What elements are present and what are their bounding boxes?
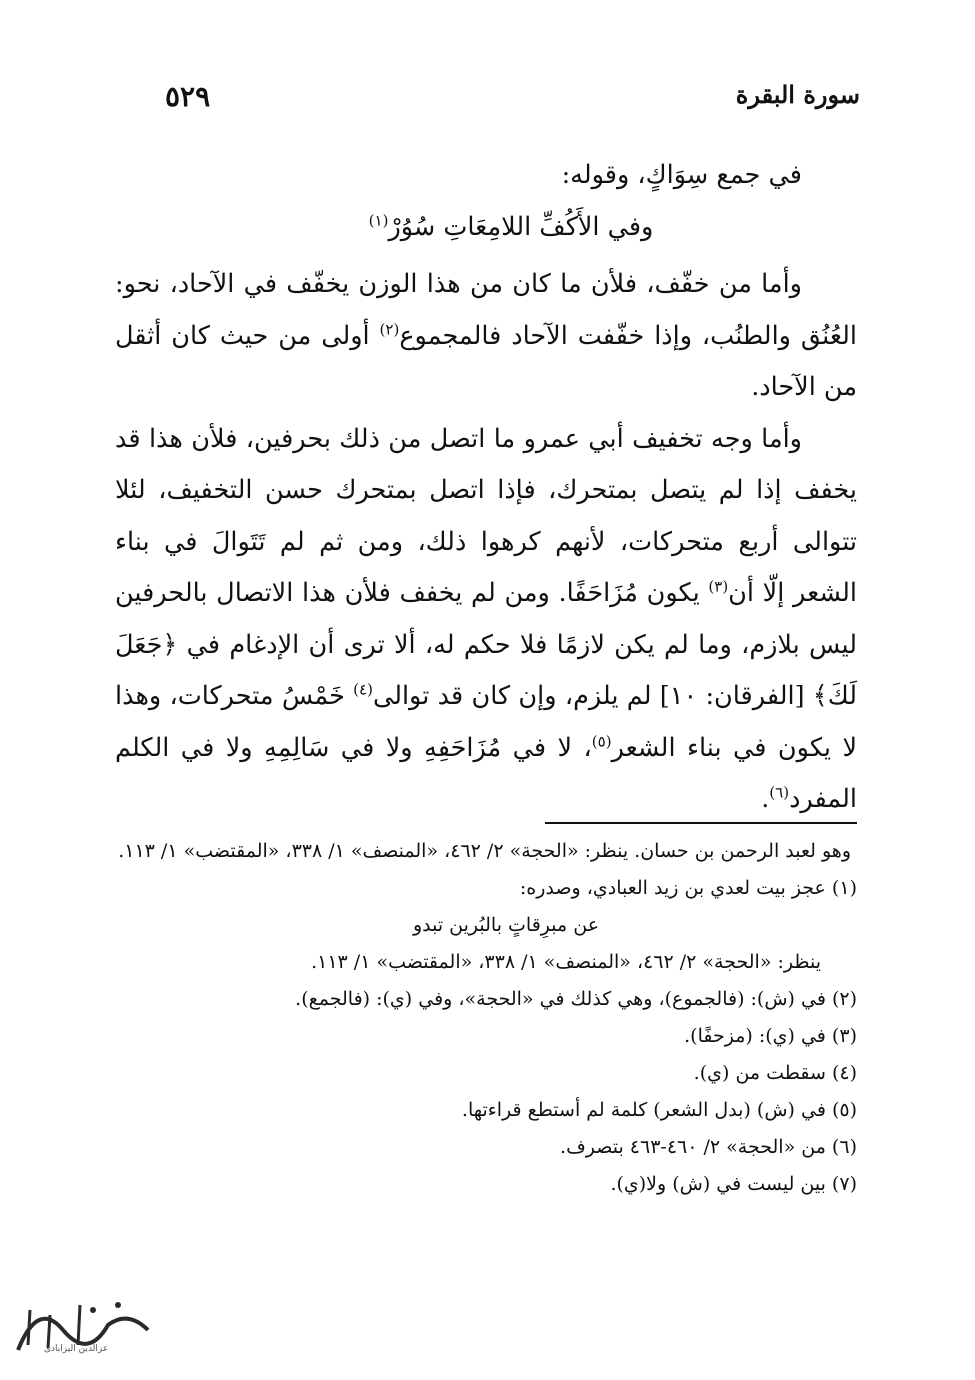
footnote-ref: (٥): [591, 732, 612, 750]
footnote-poem: عن مبرِقاتٍ بالبُرين تبدو: [412, 914, 600, 936]
footnote-6: (٦) من «الحجة» ٢/ ٤٦٠-٤٦٣ بتصرف.: [560, 1136, 857, 1158]
footnote-2: (٢) في (ش): (فالجموع)، وهي كذلك في «الحجة»، وفي (ي): (فالجمع).: [295, 988, 857, 1010]
paragraph: وأما وجه تخفيف أبي عمرو ما اتصل من ذلك بحرفين، فلأن هذا قد يخفف إذا لم يتصل بمتحرك، فإذا اتصل بمتحرك حسن التخفيف، لئلا تتوالى أربع متحركات، لأنهم كرهوا ذلك، ومن ثم لم تَتَوالَ في بناء الشعر إلّا أن$^{(٣)}$ يكون مُزَاحَفًا. ومن لم يخفف فلأن هذا الاتصال بالحرفين ليس بلازم، وما لم يكن لازمًا فلا حكم له، ألا ترى أن الإدغام في ﴿جَعَلَ لَكَ﴾ [الفرقان: ١٠] لم يلزم، وإن كان قد توالى$^{(٤)}$ خَمْسُ متحركات، وهذا لا يكون في بناء الشعر$^{(٥)}$، لا في مُزَاحَفِهِ ولا في سَالِمِهِ ولا في الكلم المفرد$^{(٦)}$.: [115, 423, 858, 814]
footnote-3: (٣) في (ي): (مزحفًا).: [684, 1025, 857, 1047]
footnote-ref: (١): [368, 211, 389, 229]
footnote-7: (٧) بين ليست في (ش) ولا(ي).: [610, 1173, 857, 1195]
main-text: [115, 150, 857, 826]
footnote-ref: (٣): [708, 577, 729, 596]
paragraph: وأما من خفّف، فلأن ما كان من هذا الوزن يخفّف في الآحاد، نحو: العُنُق والطنُب، وإذا خفّفت الآحاد فالمجموع$^{(٢)}$ أولى من حيث كان أثقل من الآحاد.: [115, 269, 857, 402]
surah-title: سورة البقرة: [735, 80, 860, 109]
footnote-continuation: وهو لعبد الرحمن بن حسان. ينظر: «الحجة» ٢/ ٤٦٢، «المنصف» ١/ ٣٣٨، «المقتضب» ١/ ١١٣.: [118, 840, 851, 862]
footnote-ref: (٦): [769, 783, 790, 802]
watermark-logo: [8, 1290, 158, 1370]
footnote-5: (٥) في (ش) (بدل الشعر) كلمة لم أستطع قراءتها.: [461, 1099, 857, 1121]
footnote-1-sources: ينظر: «الحجة» ٢/ ٤٦٢، «المنصف» ١/ ٣٣٨، «المقتضب» ١/ ١١٣.: [311, 951, 821, 973]
text-line: في جمع سِوَاكٍ، وقوله:: [561, 160, 802, 190]
page-header: [165, 80, 860, 124]
footnotes: [115, 834, 857, 1204]
footnote-1: (١) عجز بيت لعدي بن زيد العبادي، وصدره:: [519, 877, 857, 899]
footnote-separator: [545, 822, 857, 824]
logo-subtext: عزالدين اليزابادى: [44, 1344, 109, 1354]
footnote-ref: (٢): [379, 320, 400, 338]
poetry-verse: وفي الأَكُفِّ اللامِعَاتِ سُوُرْ$^{(١)}$: [368, 211, 654, 242]
footnote-4: (٤) سقطت من (ي).: [693, 1062, 857, 1084]
page-number: ٥٢٩: [165, 80, 211, 113]
logo-icon: [8, 1290, 158, 1370]
footnote-ref: (٤): [353, 680, 373, 699]
